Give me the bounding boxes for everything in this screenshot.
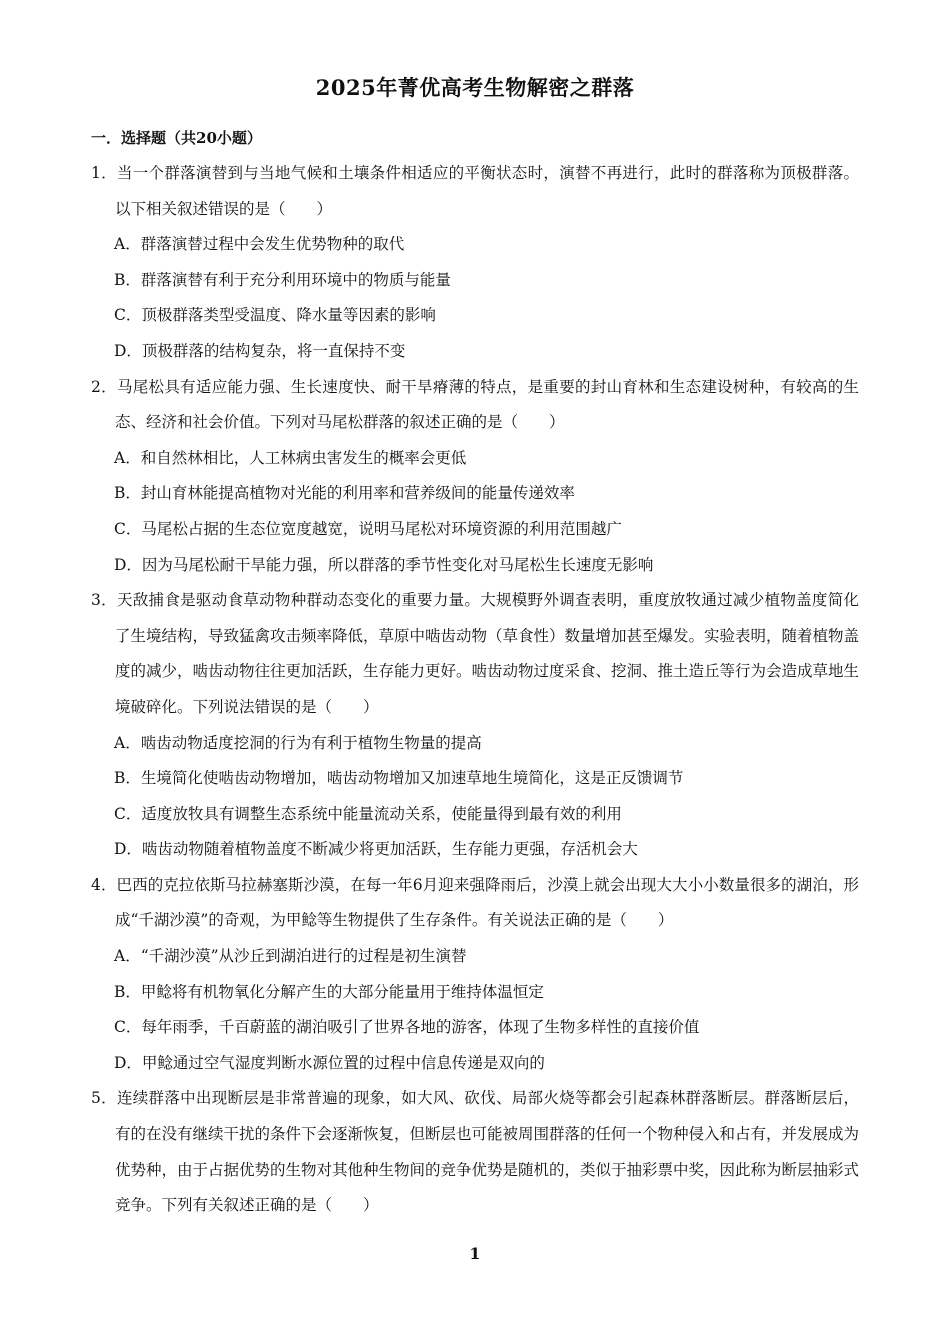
- question-stem: 3．天敌捕食是驱动食草动物种群动态变化的重要力量。大规模野外调查表明，重度放牧通过减少植物盖度简化了生境结构，导致猛禽攻击频率降低，草原中啮齿动物（草食性）数量增加甚至爆发。实验表明，随着植物盖度的减少，啮齿动物往往更加活跃，生存能力更好。啮齿动物过度采食、挖洞、推土造丘等行为会造成草地生境破碎化。下列说法错误的是（ ）: [91, 591, 860, 716]
- option-d: D．顶极群落的结构复杂，将一直保持不变: [114, 341, 406, 360]
- question-2: [91, 370, 859, 584]
- option-d: D．甲鲶通过空气湿度判断水源位置的过程中信息传递是双向的: [114, 1053, 545, 1072]
- option-a: A．群落演替过程中会发生优势物种的取代: [114, 235, 405, 254]
- question-stem: 4．巴西的克拉依斯马拉赫塞斯沙漠，在每一年6月迎来强降雨后，沙漠上就会出现大大小小数量很多的湖泊，形成“千湖沙漠”的奇观，为甲鲶等生物提供了生存条件。有关说法正确的是（ ）: [91, 875, 859, 930]
- option-b: B．封山育林能提高植物对光能的利用率和营养级间的能量传递效率: [114, 484, 575, 503]
- option-b: B．生境简化使啮齿动物增加，啮齿动物增加又加速草地生境简化，这是正反馈调节: [114, 769, 684, 788]
- option-a: A．啮齿动物适度挖洞的行为有利于植物生物量的提高: [114, 733, 482, 752]
- question-stem: 2．马尾松具有适应能力强、生长速度快、耐干旱瘠薄的特点，是重要的封山育林和生态建设树种，有较高的生态、经济和社会价值。下列对马尾松群落的叙述正确的是（ ）: [91, 377, 859, 432]
- question-4: [91, 868, 859, 1082]
- option-c: C．马尾松占据的生态位宽度越宽，说明马尾松对环境资源的利用范围越广: [114, 519, 622, 538]
- question-5: [91, 1081, 859, 1223]
- page-number: 1: [469, 1244, 481, 1263]
- option-d: D．啮齿动物随着植物盖度不断减少将更加活跃，生存能力更强，存活机会大: [114, 840, 638, 859]
- option-c: C．适度放牧具有调整生态系统中能量流动关系，使能量得到最有效的利用: [114, 804, 622, 823]
- option-b: B．群落演替有利于充分利用环境中的物质与能量: [114, 270, 451, 289]
- section-heading: 一．选择题（共20小题）: [91, 129, 262, 147]
- option-a: A．“千湖沙漠”从沙丘到湖泊进行的过程是初生演替: [114, 947, 467, 966]
- question-stem: 1．当一个群落演替到与当地气候和土壤条件相适应的平衡状态时，演替不再进行，此时的群落称为顶极群落。以下相关叙述错误的是（ ）: [91, 164, 859, 218]
- option-d: D．因为马尾松耐干旱能力强，所以群落的季节性变化对马尾松生长速度无影响: [114, 555, 654, 574]
- question-list: [91, 156, 859, 1224]
- question-1: [91, 156, 859, 370]
- option-b: B．甲鲶将有机物氧化分解产生的大部分能量用于维持体温恒定: [114, 982, 544, 1001]
- option-c: C．顶极群落类型受温度、降水量等因素的影响: [114, 306, 436, 325]
- option-c: C．每年雨季，千百蔚蓝的湖泊吸引了世界各地的游客，体现了生物多样性的直接价值: [114, 1018, 700, 1037]
- question-3: [91, 583, 859, 868]
- question-stem: 5．连续群落中出现断层是非常普遍的现象，如大风、砍伐、局部火烧等都会引起森林群落断层。群落断层后，有的在没有继续干扰的条件下会逐渐恢复，但断层也可能被周围群落的任何一个物种侵入和占有，并发展成为优势种，由于占据优势的生物对其他种生物间的竞争优势是随机的，类似于抽彩票中奖，因此称为断层抽彩式竞争。下列有关叙述正确的是（ ）: [91, 1089, 860, 1215]
- option-a: A．和自然林相比，人工林病虫害发生的概率会更低: [114, 448, 467, 467]
- page-title: 2025年菁优高考生物解密之群落: [315, 75, 635, 100]
